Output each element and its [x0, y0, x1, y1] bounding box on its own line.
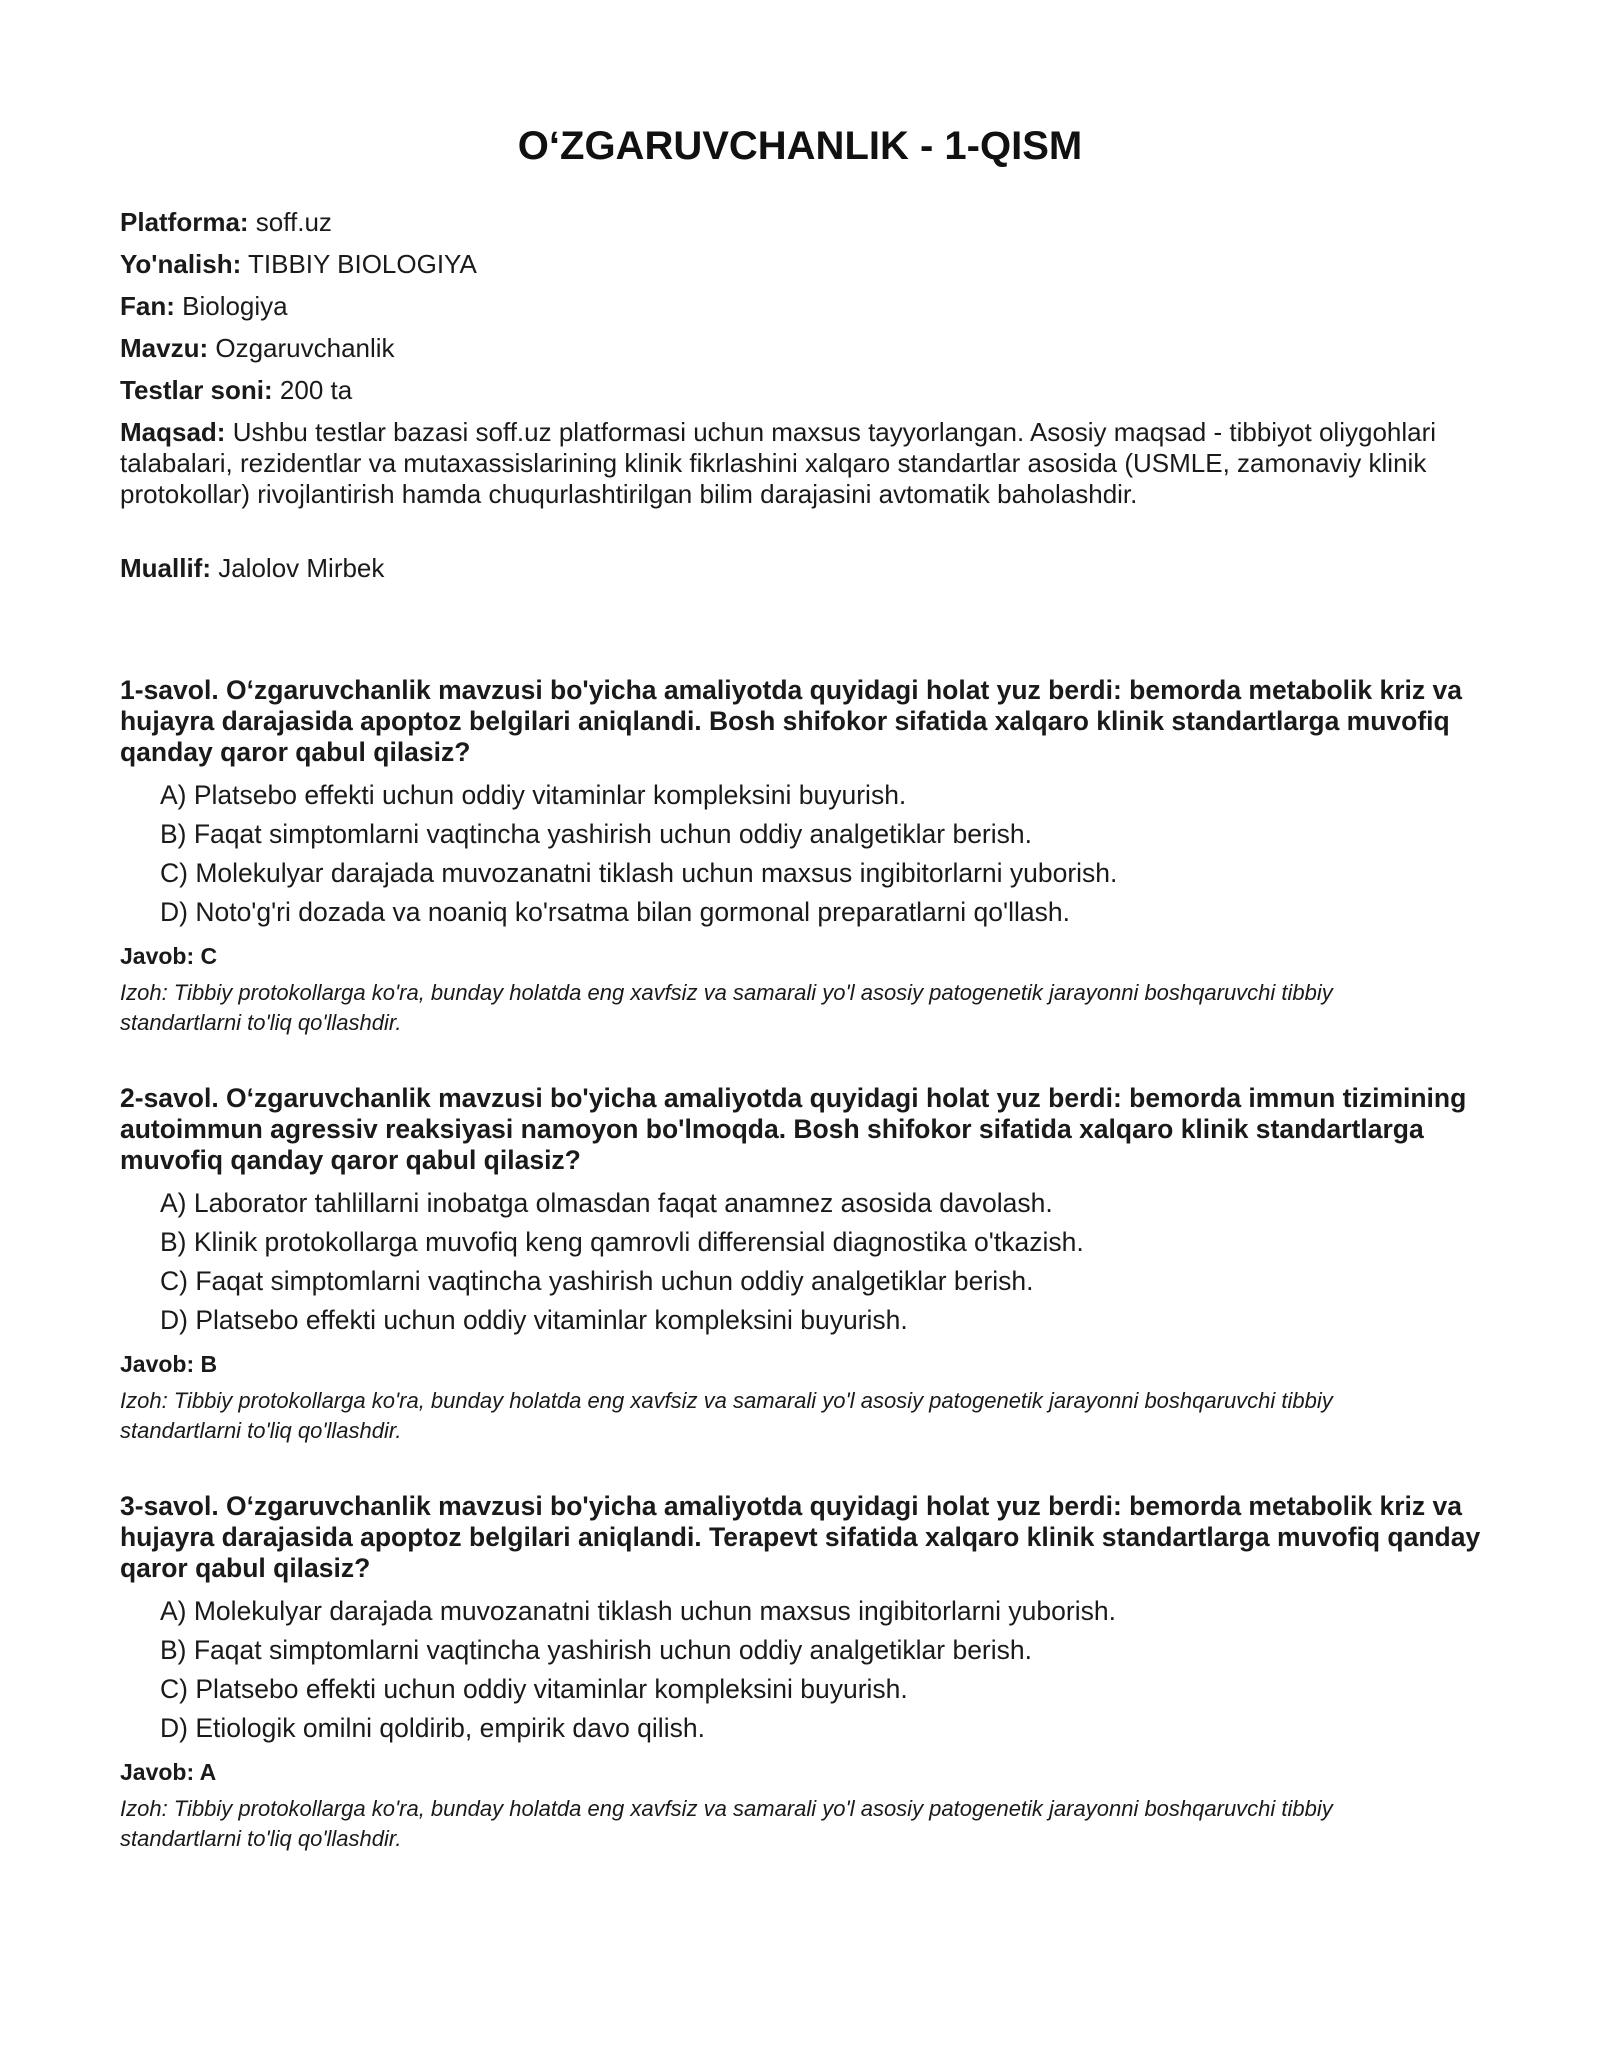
meta-platform-label: Platforma:	[120, 207, 249, 237]
document-title: O‘ZGARUVCHANLIK - 1-QISM	[517, 124, 1083, 168]
meta-topic	[120, 333, 1500, 364]
option-a[interactable]: A) Platsebo effekti uchun oddiy vitaminlar kompleksini buyurish.	[160, 780, 907, 810]
meta-direction-label: Yo'nalish:	[120, 249, 242, 279]
option-d[interactable]: D) Etiologik omilni qoldirib, empirik davo qilish.	[160, 1713, 705, 1743]
option-a[interactable]: A) Molekulyar darajada muvozanatni tiklash uchun maxsus ingibitorlarni yuborish.	[160, 1596, 1116, 1626]
question-3	[120, 1491, 1500, 1854]
meta-author	[120, 553, 1500, 584]
option-c[interactable]: C) Faqat simptomlarni vaqtincha yashirish uchun oddiy analgetiklar berish.	[160, 1266, 1034, 1296]
meta-topic-label: Mavzu:	[120, 333, 209, 363]
option-c[interactable]: C) Molekulyar darajada muvozanatni tiklash uchun maxsus ingibitorlarni yuborish.	[160, 858, 1118, 888]
option-a[interactable]: A) Laborator tahlillarni inobatga olmasdan faqat anamnez asosida davolash.	[160, 1188, 1053, 1218]
option-b[interactable]: B) Faqat simptomlarni vaqtincha yashirish uchun oddiy analgetiklar berish.	[160, 819, 1032, 849]
meta-count-label: Testlar soni:	[120, 375, 273, 405]
option-b[interactable]: B) Faqat simptomlarni vaqtincha yashirish uchun oddiy analgetiklar berish.	[160, 1635, 1032, 1665]
meta-platform-value: soff.uz	[248, 207, 332, 237]
options-list	[120, 1188, 1500, 1344]
question-text: 3-savol. O‘zgaruvchanlik mavzusi bo'yicha amaliyotda quyidagi holat yuz berdi: bemorda metabolik kriz va hujayra darajasida apoptoz belgilari aniqlandi. Terapevt sifatida xalqaro klinik standartlarga muvofiq qanday qaror qabul qilasiz?	[120, 1491, 1481, 1583]
answer: Javob: A	[120, 1759, 217, 1785]
meta-author-label: Muallif:	[120, 553, 211, 583]
question-text: 1-savol. O‘zgaruvchanlik mavzusi bo'yicha amaliyotda quyidagi holat yuz berdi: bemorda metabolik kriz va hujayra darajasida apoptoz belgilari aniqlandi. Bosh shifokor sifatida xalqaro klinik standartlarga muvofiq qanday qaror qabul qilasiz?	[120, 675, 1462, 767]
options-list	[120, 1596, 1500, 1752]
meta-platform	[120, 207, 1500, 238]
meta-count-value: 200 ta	[272, 375, 353, 405]
meta-direction-value: TIBBIY BIOLOGIYA	[241, 249, 477, 279]
answer: Javob: B	[120, 1351, 218, 1377]
meta-goal	[120, 417, 1500, 510]
meta-goal-value: Ushbu testlar bazasi soff.uz platformasi uchun maxsus tayyorlangan. Asosiy maqsad - tibbiyot oliygohlari talabalari, rezidentlar va mutaxassislarining klinik fikrlashini xalqaro standartlar asosida (USMLE, zamonaviy klinik protokollar) rivojlantirish hamda chuqurlashtirilgan bilim darajasini avtomatik baholashdir.	[120, 417, 1437, 509]
question-1	[120, 675, 1500, 1038]
question-2	[120, 1083, 1500, 1446]
meta-subject-label: Fan:	[120, 291, 175, 321]
meta-goal-label: Maqsad:	[120, 417, 226, 447]
options-list	[120, 780, 1500, 936]
option-c[interactable]: C) Platsebo effekti uchun oddiy vitaminlar kompleksini buyurish.	[160, 1674, 908, 1704]
meta-author-value: Jalolov Mirbek	[211, 553, 385, 583]
meta-subject	[120, 291, 1500, 322]
explanation-note: Izoh: Tibbiy protokollarga ko'ra, bunday holatda eng xavfsiz va samarali yo'l asosiy patogenetik jarayonni boshqaruvchi tibbiy standartlarni to'liq qo'llashdir.	[120, 1796, 1333, 1851]
meta-subject-value: Biologiya	[174, 291, 288, 321]
meta-topic-value: Ozgaruvchanlik	[208, 333, 395, 363]
explanation-note: Izoh: Tibbiy protokollarga ko'ra, bunday holatda eng xavfsiz va samarali yo'l asosiy patogenetik jarayonni boshqaruvchi tibbiy standartlarni to'liq qo'llashdir.	[120, 980, 1333, 1035]
option-d[interactable]: D) Noto'g'ri dozada va noaniq ko'rsatma bilan gormonal preparatlarni qo'llash.	[160, 897, 1070, 927]
meta-count	[120, 375, 1500, 406]
meta-direction	[120, 249, 1500, 280]
option-b[interactable]: B) Klinik protokollarga muvofiq keng qamrovli differensial diagnostika o'tkazish.	[160, 1227, 1084, 1257]
answer: Javob: C	[120, 943, 218, 969]
question-text: 2-savol. O‘zgaruvchanlik mavzusi bo'yicha amaliyotda quyidagi holat yuz berdi: bemorda immun tizimining autoimmun agressiv reaksiyasi namoyon bo'lmoqda. Bosh shifokor sifatida xalqaro klinik standartlarga muvofiq qanday qaror qabul qilasiz?	[120, 1083, 1467, 1175]
explanation-note: Izoh: Tibbiy protokollarga ko'ra, bunday holatda eng xavfsiz va samarali yo'l asosiy patogenetik jarayonni boshqaruvchi tibbiy standartlarni to'liq qo'llashdir.	[120, 1388, 1333, 1443]
option-d[interactable]: D) Platsebo effekti uchun oddiy vitaminlar kompleksini buyurish.	[160, 1305, 908, 1335]
